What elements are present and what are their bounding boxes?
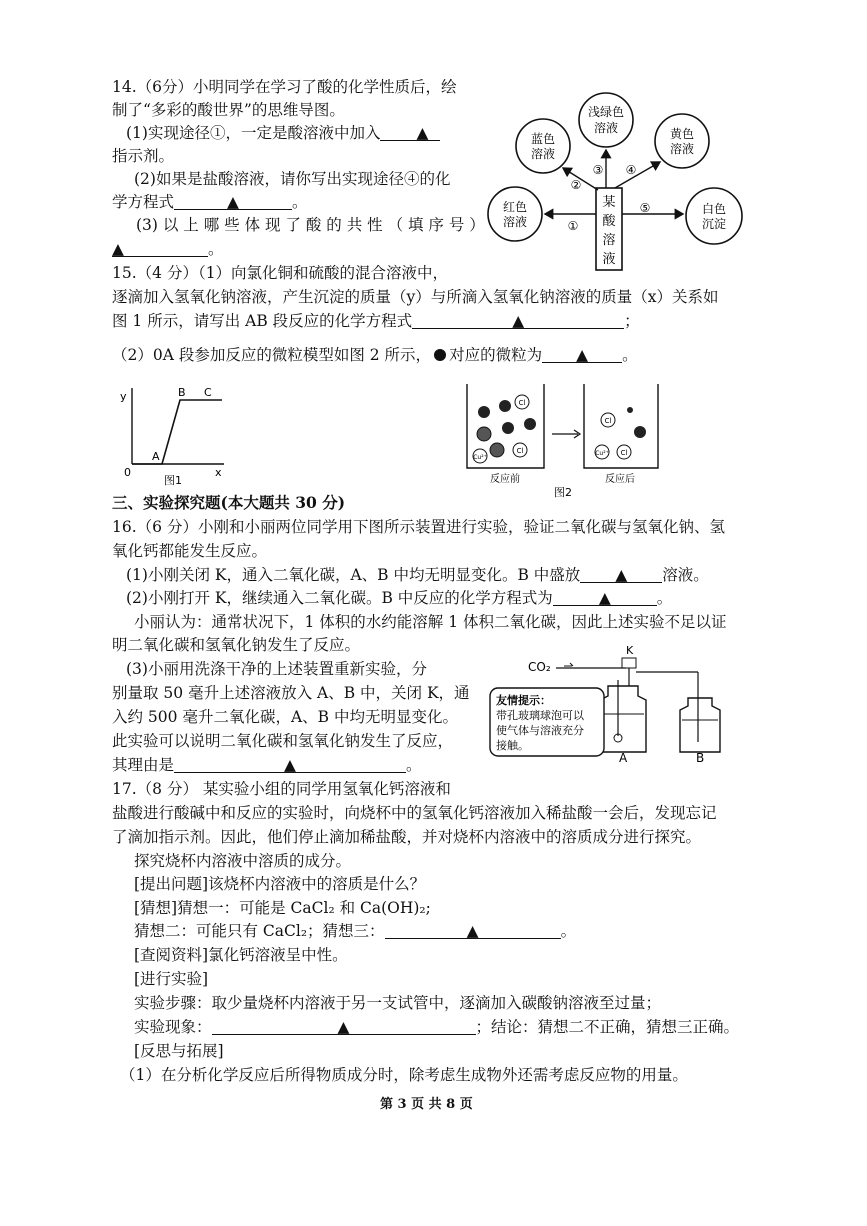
q16-part1-text: (1)小刚关闭 K，通入二氧化碳，A、B 中均无明显变化。B 中盛放 <box>126 566 581 584</box>
cl-label: Cl <box>620 449 628 457</box>
q16-line2: 氧化钙都能发生反应。 <box>112 542 268 560</box>
tip-line1: 带孔玻璃球泡可以 <box>496 709 584 722</box>
green-label-1: 浅绿色 <box>587 105 625 119</box>
origin-label: 0 <box>124 466 131 479</box>
q14-line6-text: 学方程式 <box>112 193 175 211</box>
q17-guess23 <box>134 920 576 942</box>
point-a-label: A <box>152 450 160 463</box>
green-label-2: 溶液 <box>593 121 619 135</box>
na-particle <box>478 406 490 418</box>
co2-apparatus <box>488 640 750 768</box>
na-particle <box>499 400 511 412</box>
q17-guess23-end: 。 <box>560 922 577 940</box>
q14-answer2-blank[interactable] <box>174 191 292 210</box>
q14-answer3-blank[interactable] <box>112 238 208 257</box>
answer-marker: ▲ <box>598 589 611 607</box>
q14-line1: 14.（6分）小明同学在学习了酸的化学性质后，绘 <box>112 78 457 96</box>
cl-label: Cl <box>518 399 526 407</box>
bottle-b-label: B <box>696 751 705 765</box>
q15-line3 <box>112 310 640 332</box>
center-char-2: 酸 <box>602 214 616 229</box>
q16-part1-end: 溶液。 <box>662 566 709 584</box>
q16-part2 <box>126 587 672 609</box>
answer-marker: ▲ <box>227 193 239 211</box>
q17-phenomenon-text: 实验现象： <box>134 1018 212 1036</box>
yellow-label-2: 溶液 <box>669 142 695 156</box>
answer-marker: ▲ <box>416 124 429 142</box>
q14-part3: (3) 以 上 哪 些 体 现 了 酸 的 共 性 （ 填 序 号 ） <box>136 216 485 234</box>
q16-part1 <box>126 564 709 586</box>
answer-marker: ▲ <box>512 312 525 330</box>
y-axis-label: y <box>120 390 127 403</box>
cu-label: Cu²⁺ <box>595 450 609 457</box>
q16-part3: (3)小丽用洗涤干净的上述装置重新实验，分 <box>126 660 427 678</box>
oh-particle <box>490 443 504 457</box>
q17-reflection-1: （1）在分析化学反应后所得物质成分时，除考虑生成物外还需考虑反应物的用量。 <box>120 1066 688 1084</box>
q16-part2-end: 。 <box>656 589 673 607</box>
q17-guess1: [猜想]猜想一：可能是 CaCl₂ 和 Ca(OH)₂; <box>134 899 431 917</box>
q16-answer1-blank[interactable] <box>580 564 662 583</box>
q16-line5: 小丽认为：通常状况下，1 体积的水约能溶解 1 体积二氧化碳，因此上述实验不足以证 <box>134 613 727 631</box>
q14-answer1-blank[interactable] <box>380 122 440 141</box>
q14-line6-end: 。 <box>292 193 308 211</box>
figure2-caption: 图2 <box>554 486 572 498</box>
acid-mind-map <box>485 92 747 282</box>
section3-heading: 三、实验探究题(本大题共 30 分) <box>112 493 346 512</box>
na-particle <box>627 407 633 413</box>
after-label: 反应后 <box>605 474 635 485</box>
red-label-1: 红色 <box>502 200 528 214</box>
path-num-3: ③ <box>592 163 604 177</box>
q14-line4: 指示剂。 <box>112 147 175 165</box>
dark-particle-icon <box>434 349 446 361</box>
answer-marker: ▲ <box>466 922 479 940</box>
answer-marker: ▲ <box>112 240 124 258</box>
cu-label: Cu²⁺ <box>473 454 487 461</box>
path-num-5: ⑤ <box>639 201 651 215</box>
q14-line8 <box>112 238 224 260</box>
red-label-2: 溶液 <box>502 215 528 229</box>
q16-line10: 此实验可以说明二氧化碳和氢氧化钠发生了反应， <box>112 732 454 750</box>
q16-line6: 明二氧化碳和氢氧化钠发生了反应。 <box>112 636 361 654</box>
q17-guess23-text: 猜想二：可能只有 CaCl₂；猜想三： <box>134 922 385 940</box>
arrow-4 <box>615 162 660 188</box>
figure1-caption: 图1 <box>164 474 182 487</box>
bottle-a-label: A <box>619 751 628 765</box>
q14-part2: (2)如果是盐酸溶液，请你写出实现途径④的化 <box>134 170 451 188</box>
cl-label: Cl <box>516 447 524 455</box>
q15-line1: 15.（4 分）（1）向氯化铜和硫酸的混合溶液中， <box>112 264 449 282</box>
q15-line4-mid: 对应的微粒为 <box>449 346 543 364</box>
q15-answer1-blank[interactable] <box>412 310 624 329</box>
yellow-label-1: 黄色 <box>669 127 695 141</box>
q17-line4: 探究烧杯内溶液中溶质的成分。 <box>134 852 352 870</box>
na-particle <box>502 422 514 434</box>
q14-line6 <box>112 191 308 213</box>
q16-line11 <box>112 754 422 776</box>
blue-label-2: 溶液 <box>530 147 556 161</box>
point-b-label: B <box>178 386 186 399</box>
x-axis-label: x <box>215 466 222 479</box>
figure1-graph <box>112 380 232 490</box>
path-num-1: ① <box>567 219 579 233</box>
tip-line2: 使气体与溶液充分 <box>496 724 584 737</box>
q17-reference: [查阅资料]氯化钙溶液呈中性。 <box>134 946 348 964</box>
q16-part2-text: (2)小刚打开 K，继续通入二氧化碳。B 中反应的化学方程式为 <box>126 589 553 607</box>
q16-line1: 16.（6 分）小刚和小丽两位同学用下图所示装置进行实验，验证二氧化碳与氢氧化钠、氢 <box>112 518 725 536</box>
blue-label-1: 蓝色 <box>530 132 556 146</box>
q17-answer1-blank[interactable] <box>385 920 561 939</box>
q16-line8: 别量取 50 毫升上述溶液放入 A、B 中，关闭 K，通 <box>112 684 470 702</box>
blue-solution-circle <box>516 119 570 173</box>
white-label-1: 白色 <box>701 202 727 216</box>
yellow-solution-circle <box>655 114 709 168</box>
tip-title: 友情提示： <box>496 694 551 707</box>
page-footer: 第 3 页 共 8 页 <box>380 1097 473 1112</box>
bottle-a <box>600 686 646 752</box>
q17-reflection-head: [反思与拓展] <box>134 1042 224 1060</box>
q17-experiment-head: [进行实验] <box>134 970 209 988</box>
q15-line4 <box>112 344 638 366</box>
q16-answer2-blank[interactable] <box>553 587 657 606</box>
q17-line3: 了滴加指示剂。因此，他们停止滴加稀盐酸，并对烧杯内溶液中的溶质成分进行探究。 <box>112 828 702 846</box>
q15-answer2-blank[interactable] <box>542 344 622 363</box>
white-precipitate-circle <box>686 188 742 244</box>
answer-marker: ▲ <box>576 346 589 364</box>
q15-line2: 逐滴加入氢氧化钠溶液，产生沉淀的质量（y）与所滴入氢氧化钠溶液的质量（x）关系如 <box>112 288 719 306</box>
reaction-arrow <box>552 430 580 438</box>
q17-line2: 盐酸进行酸碱中和反应的实验时，向烧杯中的氢氧化钙溶液加入稀盐酸一会后，发现忘记 <box>112 804 717 822</box>
valve-k-label: K <box>626 644 634 657</box>
path-num-2: ② <box>570 178 582 192</box>
q17-answer2-blank[interactable] <box>212 1016 476 1035</box>
answer-marker: ▲ <box>284 756 296 774</box>
q16-line9: 入约 500 毫升二氧化碳，A、B 中均无明显变化。 <box>112 708 458 726</box>
q15-line3-end: ； <box>624 312 640 330</box>
co2-label: CO₂ <box>528 660 551 674</box>
bottle-b <box>680 698 720 752</box>
q17-phenomenon <box>134 1016 739 1038</box>
center-char-4: 液 <box>602 252 616 267</box>
cl-label: Cl <box>604 417 612 425</box>
q16-answer3-blank[interactable] <box>174 754 406 773</box>
red-solution-circle <box>488 187 542 241</box>
figure2-particle-model <box>462 380 662 498</box>
center-char-3: 溶 <box>602 233 616 248</box>
tip-line3: 接触。 <box>496 739 529 752</box>
q17-steps: 实验步骤：取少量烧杯内溶液于另一支试管中，逐滴加入碳酸钠溶液至过量； <box>134 994 662 1012</box>
q17-line1: 17.（8 分） 某实验小组的同学用氢氧化钙溶液和 <box>112 780 451 798</box>
q14-part1-text: (1)实现途径①，一定是酸溶液中加入 <box>126 124 381 142</box>
q17-phenomenon-end: ；结论：猜想二不正确，猜想三正确。 <box>475 1018 740 1036</box>
point-c-label: C <box>204 386 212 399</box>
q14-part1 <box>126 122 440 144</box>
sediment-curve <box>132 400 222 464</box>
q15-line4-end: 。 <box>622 346 638 364</box>
valve-k[interactable] <box>622 658 636 668</box>
na-particle <box>524 418 536 430</box>
before-label: 反应前 <box>490 474 520 485</box>
answer-marker: ▲ <box>337 1018 350 1036</box>
q14-line8-end: 。 <box>208 240 224 258</box>
white-label-2: 沉淀 <box>701 217 727 231</box>
center-char-1: 某 <box>602 195 616 210</box>
na-particle <box>634 426 646 438</box>
q16-line11-text: 其理由是 <box>112 756 175 774</box>
q14-line2: 制了“多彩的酸世界”的思维导图。 <box>112 101 345 119</box>
q16-line11-end: 。 <box>406 756 422 774</box>
q15-line4-text: （2）0A 段参加反应的微粒模型如图 2 所示， <box>112 346 432 364</box>
q17-question: [提出问题]该烧杯内溶液中的溶质是什么？ <box>134 875 426 893</box>
oh-particle <box>477 427 491 441</box>
answer-marker: ▲ <box>615 566 628 584</box>
path-num-4: ④ <box>625 163 637 177</box>
q15-line3-text: 图 1 所示，请写出 AB 段反应的化学方程式 <box>112 312 413 330</box>
lightgreen-solution-circle <box>579 93 633 147</box>
